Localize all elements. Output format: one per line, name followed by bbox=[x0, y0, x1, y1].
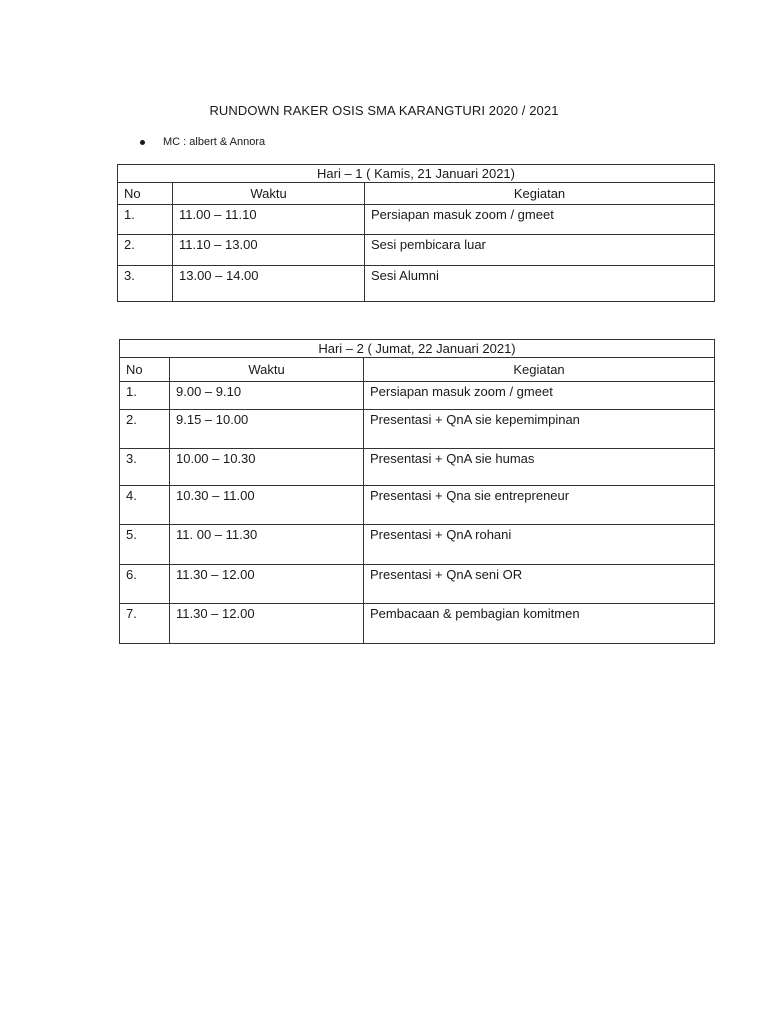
table-row bbox=[120, 565, 715, 604]
day2-row1-waktu: 9.00 – 9.10 bbox=[170, 382, 364, 410]
day1-title-row bbox=[118, 165, 715, 183]
day1-header-no: No bbox=[118, 183, 173, 205]
document-title: RUNDOWN RAKER OSIS SMA KARANGTURI 2020 / 2021 bbox=[209, 103, 559, 118]
day1-row2-kegiatan: Sesi pembicara luar bbox=[365, 235, 715, 266]
day2-row4-waktu: 10.30 – 11.00 bbox=[170, 486, 364, 525]
day2-row2-kegiatan: Presentasi + QnA sie kepemimpinan bbox=[364, 410, 715, 449]
day2-row3-kegiatan: Presentasi + QnA sie humas bbox=[364, 449, 715, 486]
day2-header-waktu: Waktu bbox=[170, 358, 364, 382]
day1-row3-no: 3. bbox=[118, 266, 173, 302]
day2-title-row bbox=[120, 340, 715, 358]
table-row bbox=[120, 449, 715, 486]
day2-header-row bbox=[120, 358, 715, 382]
table-row bbox=[120, 525, 715, 565]
day1-row1-kegiatan: Persiapan masuk zoom / gmeet bbox=[365, 205, 715, 235]
day1-row3-kegiatan: Sesi Alumni bbox=[365, 266, 715, 302]
day2-row6-kegiatan: Presentasi + QnA seni OR bbox=[364, 565, 715, 604]
day1-schedule-table bbox=[117, 164, 715, 302]
day2-row7-no: 7. bbox=[120, 604, 170, 644]
day1-row2-waktu: 11.10 – 13.00 bbox=[173, 235, 365, 266]
mc-line bbox=[140, 136, 265, 148]
day2-header-kegiatan: Kegiatan bbox=[364, 358, 715, 382]
day1-row1-no: 1. bbox=[118, 205, 173, 235]
day2-row7-kegiatan: Pembacaan & pembagian komitmen bbox=[364, 604, 715, 644]
day2-row2-waktu: 9.15 – 10.00 bbox=[170, 410, 364, 449]
day2-row2-no: 2. bbox=[120, 410, 170, 449]
table-row bbox=[118, 205, 715, 235]
day2-row4-kegiatan: Presentasi + Qna sie entrepreneur bbox=[364, 486, 715, 525]
day1-row3-waktu: 13.00 – 14.00 bbox=[173, 266, 365, 302]
day1-row1-waktu: 11.00 – 11.10 bbox=[173, 205, 365, 235]
day2-row5-kegiatan: Presentasi + QnA rohani bbox=[364, 525, 715, 565]
day2-row1-kegiatan: Persiapan masuk zoom / gmeet bbox=[364, 382, 715, 410]
table-row bbox=[120, 410, 715, 449]
day2-row6-waktu: 11.30 – 12.00 bbox=[170, 565, 364, 604]
day1-header-row bbox=[118, 183, 715, 205]
mc-text: MC : albert & Annora bbox=[163, 136, 266, 148]
table-row bbox=[120, 382, 715, 410]
day1-row2-no: 2. bbox=[118, 235, 173, 266]
day2-schedule-table bbox=[119, 339, 715, 644]
day2-row7-waktu: 11.30 – 12.00 bbox=[170, 604, 364, 644]
table-row bbox=[118, 266, 715, 302]
bullet-icon bbox=[140, 140, 145, 145]
day2-row3-waktu: 10.00 – 10.30 bbox=[170, 449, 364, 486]
day2-header-no: No bbox=[120, 358, 170, 382]
table-row bbox=[120, 486, 715, 525]
day2-row1-no: 1. bbox=[120, 382, 170, 410]
day1-title: Hari – 1 ( Kamis, 21 Januari 2021) bbox=[118, 165, 715, 183]
day1-header-waktu: Waktu bbox=[173, 183, 365, 205]
day2-row5-waktu: 11. 00 – 11.30 bbox=[170, 525, 364, 565]
day1-header-kegiatan: Kegiatan bbox=[365, 183, 715, 205]
day2-row4-no: 4. bbox=[120, 486, 170, 525]
day2-row3-no: 3. bbox=[120, 449, 170, 486]
table-row bbox=[120, 604, 715, 644]
day2-row5-no: 5. bbox=[120, 525, 170, 565]
day2-row6-no: 6. bbox=[120, 565, 170, 604]
day2-title: Hari – 2 ( Jumat, 22 Januari 2021) bbox=[120, 340, 715, 358]
table-row bbox=[118, 235, 715, 266]
